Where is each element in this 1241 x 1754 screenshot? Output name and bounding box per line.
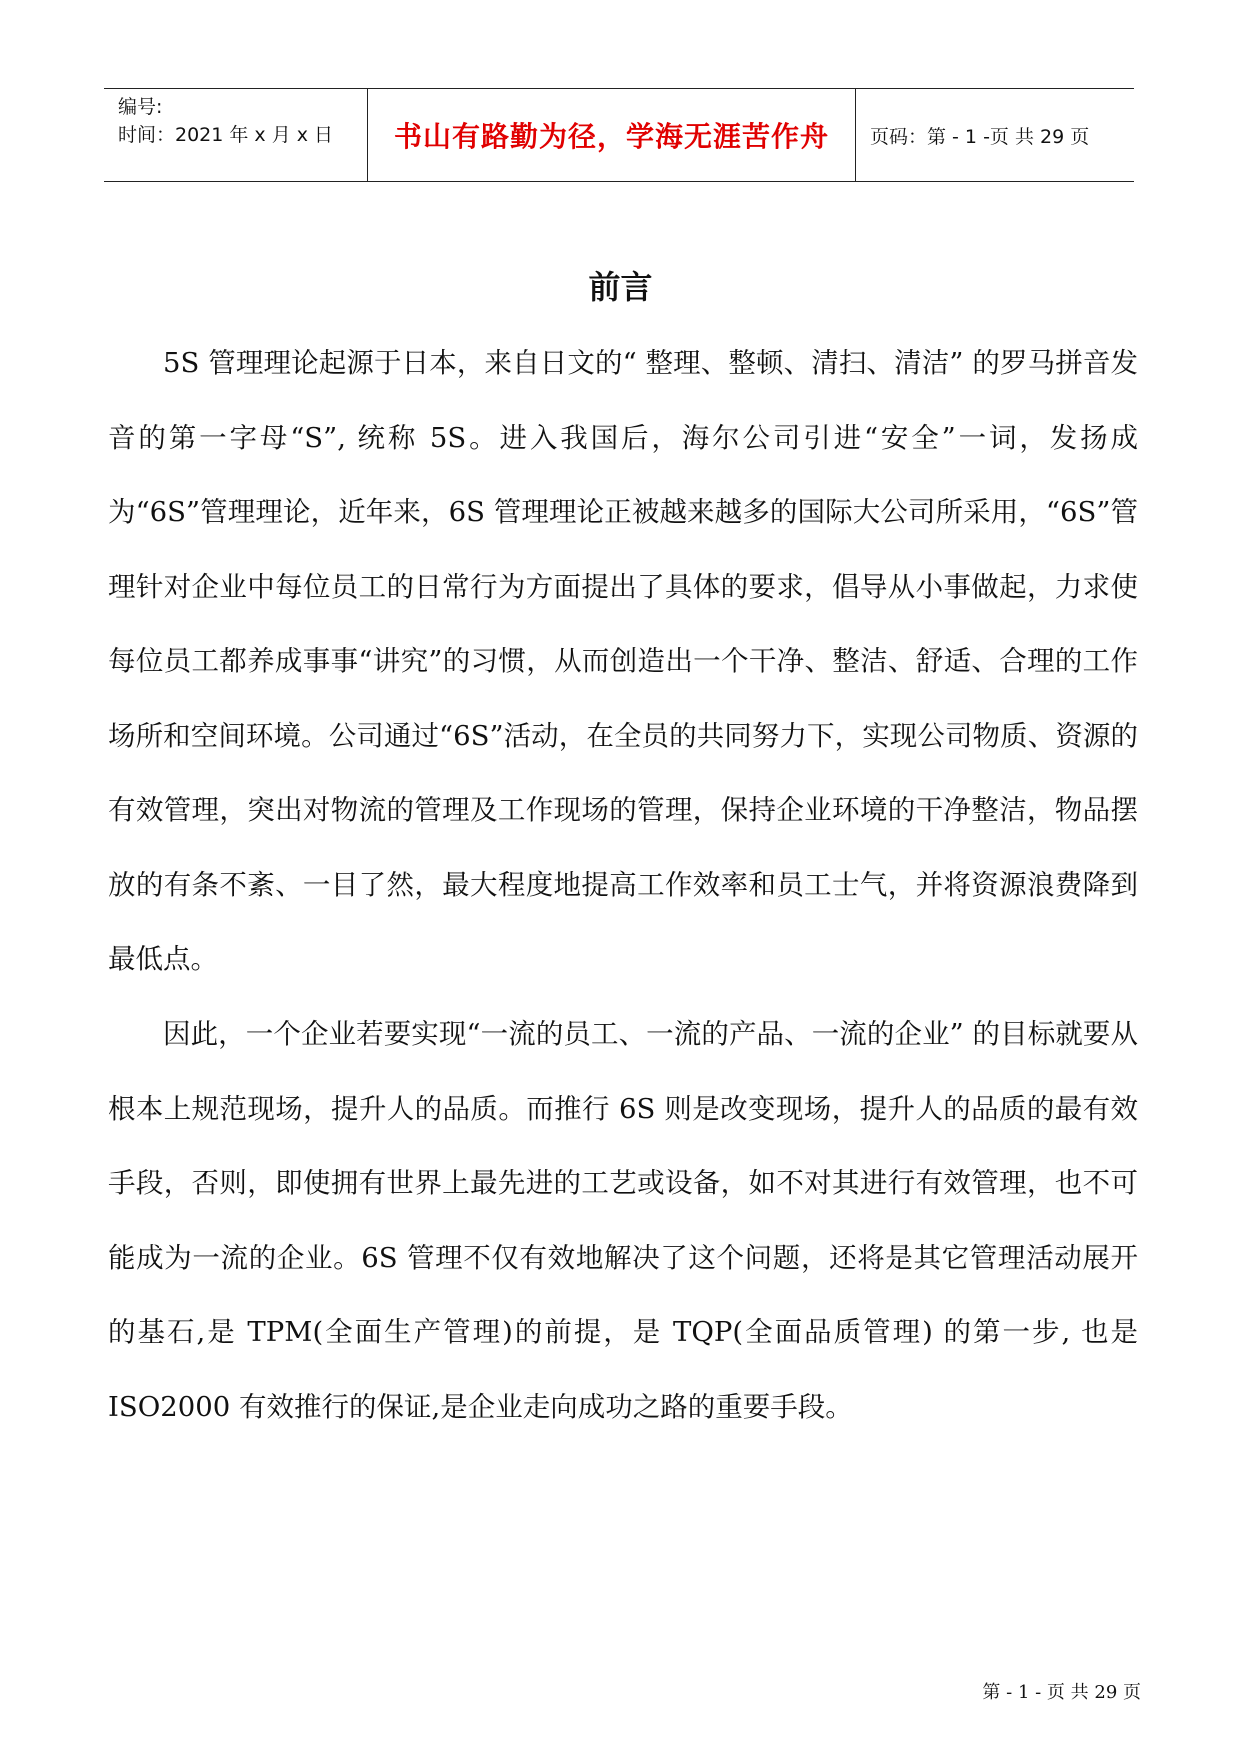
document-number-label: 编号: xyxy=(118,96,163,118)
page-footer: 第 - 1 - 页 共 29 页 xyxy=(982,1682,1141,1703)
header-page-info xyxy=(856,89,1134,181)
document-time-label: 时间：2021 年 x 月 x 日 xyxy=(118,124,334,146)
paragraph-2: 因此，一个企业若要实现“一流的员工、一流的产品、一流的企业” 的目标就要从根本上规范现场，提升人的品质。而推行 6S 则是改变现场，提升人的品质的最有效手段，否则，即使拥有世界上最先进的工艺或设备，如不对其进行有效管理，也不可能成为一流的企业。6S 管理不仅有效地解决了这个问题，还将是其它管理活动展开的基石,是 TPM(全面生产管理)的前提，是 TQP(全面品质管理) 的第一步, 也是 ISO2000 有效推行的保证,是企业走向成功之路的重要手段。 xyxy=(108,1018,1138,1423)
page-header xyxy=(104,88,1134,182)
header-meta xyxy=(104,89,368,181)
paragraph-1: 5S 管理理论起源于日本，来自日文的“ 整理、整顿、清扫、清洁” 的罗马拼音发音的第一字母“S”, 统称 5S。进入我国后，海尔公司引进“安全”一词，发扬成为“6S”管理理论，近年来，6S 管理理论正被越来越多的国际大公司所采用，“6S”管理针对企业中每位员工的日常行为方面提出了具体的要求，倡导从小事做起，力求使每位员工都养成事事“讲究”的习惯，从而创造出一个干净、整洁、舒适、合理的工作场所和空间环境。公司通过“6S”活动，在全员的共同努力下，实现公司物质、资源的有效管理，突出对物流的管理及工作现场的管理，保持企业环境的干净整洁，物品摆放的有条不紊、一目了然，最大程度地提高工作效率和员工士气，并将资源浪费降到最低点。 xyxy=(108,347,1138,975)
header-page-number: 页码：第 - 1 -页 共 29 页 xyxy=(870,125,1090,148)
header-motto-cell xyxy=(368,89,856,181)
document-title: 前言 xyxy=(588,268,653,306)
header-motto: 书山有路勤为径，学海无涯苦作舟 xyxy=(393,120,829,153)
